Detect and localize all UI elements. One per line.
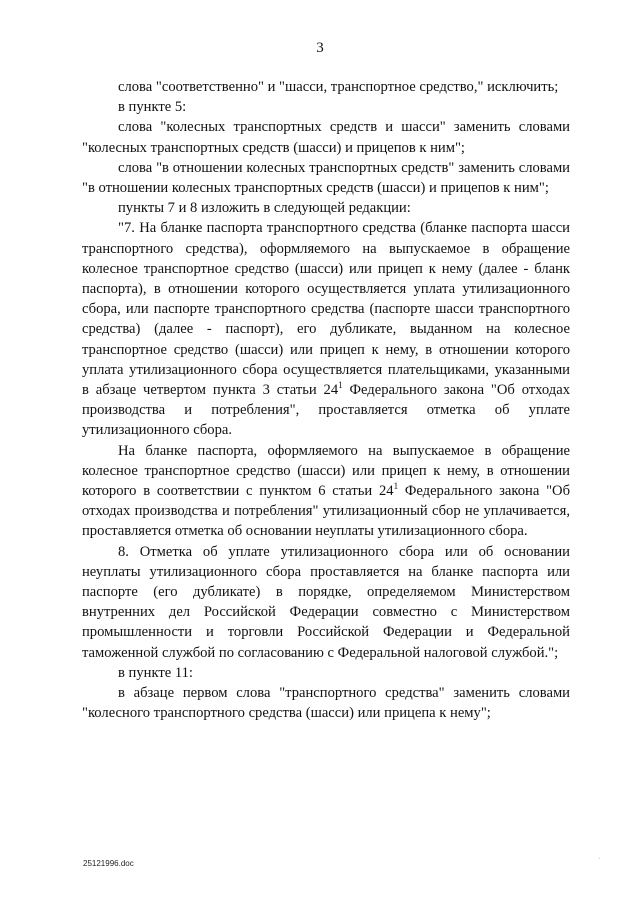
paragraph: в абзаце первом слова "транспортного средства" заменить словами "колесного транспортного средства (шасси) или прицепа к нему"; (82, 685, 570, 722)
paragraph: слова "в отношении колесных транспортных средств" заменить словами "в отношении колесных транспортных средств (шасси) и прицепов к ним"; (82, 159, 570, 197)
paragraph-text: "7. На бланке паспорта транспортного средства (бланке паспорта шасси транспортного средства), оформляемого на выпускаемое в обращение колесное транспортное средство (шасси) или прицеп к нему (далее - бланк паспорта), в отношении которого осуществляется уплата утилизационного сбора, или паспорте транспортного средства (паспорте шасси транспортного средства) (далее - паспорт), его дубликате, выданном на колесное транспортное средство (шасси) или прицеп к нему, в отношении которого уплата утилизационного сбора осуществляется плательщиками, указанными в абзаце четвертом пункта 3 статьи 24 (82, 220, 570, 399)
paragraph: в пункте 11: (118, 664, 193, 681)
superscript: 1 (338, 380, 343, 391)
paragraph (82, 441, 570, 542)
paragraph: слова "колесных транспортных средств и шасси" заменить словами "колесных транспортных средств (шасси) и прицепов к ним"; (82, 119, 570, 156)
paragraph: пункты 7 и 8 изложить в следующей редакции: (118, 200, 411, 217)
paragraph: слова "соответственно" и "шасси, транспортное средство," исключить; (118, 79, 559, 95)
page-number: 3 (316, 40, 324, 56)
footer-mark: · (598, 855, 601, 862)
superscript: 1 (393, 481, 399, 492)
footer-file-name: 25121996.doc (83, 859, 134, 868)
paragraph-text: На бланке паспорта, оформляемого на выпускаемое в обращение колесное транспортное средство (шасси) или прицеп к нему, в отношении которого в соответствии с пунктом 6 статьи 24 (82, 442, 570, 500)
paragraph: в пункте 5: (118, 99, 187, 116)
paragraph-text: Федерального закона "Об отходах производства и потребления" утилизационный сбор не уплачивается, проставляется отметка об основании неуплаты утилизационного сбора. (82, 483, 570, 540)
paragraph (82, 218, 570, 440)
paragraph-text: Федерального закона "Об отходах производства и потребления", проставляется отметка об уплате утилизационного сбора. (82, 382, 571, 439)
document-body (82, 77, 570, 724)
paragraph: 8. Отметка об уплате утилизационного сбора или об основании неуплаты утилизационного сбора проставляется на бланке паспорта или паспорте (его дубликате) в порядке, определяемом Министерством внутренних дел Российской Федерации совместно с Министерством промышленности и торговли Российской Федерации и Федеральной таможенной службой по согласованию с Федеральной налоговой службой."; (82, 543, 570, 661)
